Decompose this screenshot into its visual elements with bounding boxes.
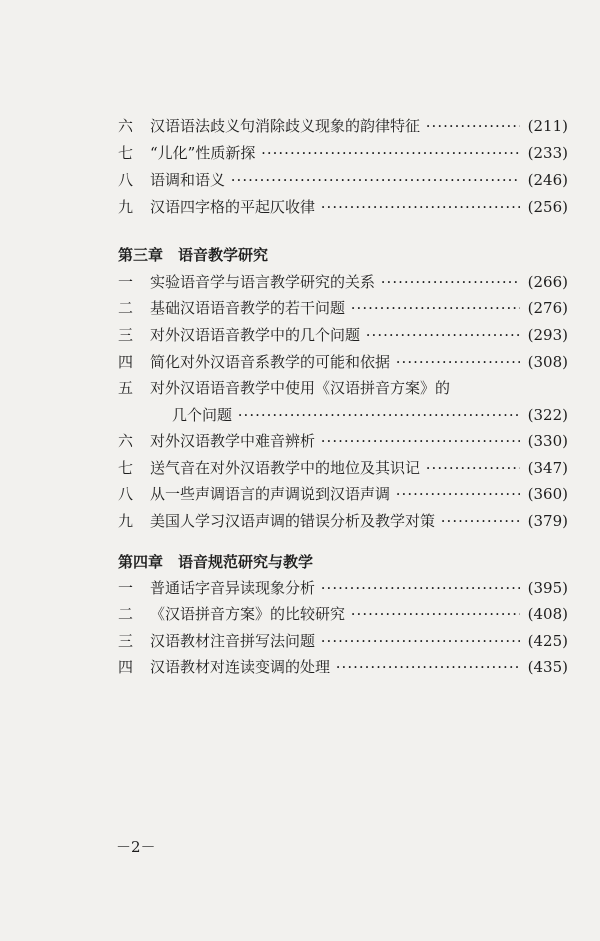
entry-number: 三 [118, 326, 134, 344]
toc-entry[interactable] [0, 456, 600, 480]
entry-title: 送气音在对外汉语教学中的地位及其识记 ····· [150, 456, 520, 480]
entry-page: (211) [527, 117, 568, 135]
toc-entry[interactable] [0, 576, 600, 600]
entry-title: 汉语语法歧义句消除歧义现象的韵律特征 ····· [150, 114, 520, 138]
toc-entry[interactable] [0, 655, 600, 679]
toc-entry[interactable] [0, 141, 600, 165]
entry-title: 简化对外汉语音系教学的可能和依据 ····· [150, 350, 520, 374]
toc-entry[interactable] [0, 270, 600, 294]
entry-number: 二 [118, 299, 134, 317]
entry-page: (379) [527, 512, 568, 530]
entry-page: (276) [527, 299, 568, 317]
toc-entry[interactable] [0, 629, 600, 653]
entry-number: 四 [118, 353, 134, 371]
entry-number: 九 [118, 198, 134, 216]
entry-number: 一 [118, 273, 134, 291]
entry-title: 汉语四字格的平起仄收律 ····· [150, 195, 520, 219]
entry-page: (425) [527, 632, 568, 650]
entry-number: 六 [118, 117, 134, 135]
entry-title: 美国人学习汉语声调的错误分析及教学对策 ····· [150, 509, 520, 533]
entry-page: (435) [527, 658, 568, 676]
toc-entry[interactable] [0, 323, 600, 347]
entry-title: 对外汉语语音教学中的几个问题 ····· [150, 323, 520, 347]
toc-entry[interactable] [0, 114, 600, 138]
entry-number: 七 [118, 144, 134, 162]
entry-number: 四 [118, 658, 134, 676]
page-number: －2－ [116, 838, 156, 856]
toc-entry[interactable] [0, 482, 600, 506]
entry-number: 八 [118, 485, 134, 503]
entry-page: (360) [527, 485, 568, 503]
toc-entry[interactable] [0, 296, 600, 320]
entry-page: (408) [527, 605, 568, 623]
entry-title: 基础汉语语音教学的若干问题 ····· [150, 296, 520, 320]
entry-page: (266) [527, 273, 568, 291]
entry-number: 三 [118, 632, 134, 650]
entry-number: 七 [118, 459, 134, 477]
entry-number: 一 [118, 579, 134, 597]
entry-title: 对外汉语语音教学中使用《汉语拼音方案》的 [150, 379, 451, 397]
entry-page: (322) [527, 406, 568, 424]
entry-title: 《汉语拼音方案》的比较研究 ····· [150, 602, 520, 626]
toc-entry[interactable] [0, 376, 600, 400]
entry-number: 六 [118, 432, 134, 450]
toc-entry[interactable] [0, 429, 600, 453]
toc-entry[interactable] [0, 350, 600, 374]
entry-title: 语调和语义 ····· [150, 168, 520, 192]
toc-entry[interactable] [0, 168, 600, 192]
entry-page: (293) [527, 326, 568, 344]
entry-page: (347) [527, 459, 568, 477]
entry-title: 汉语教材注音拼写法问题 ····· [150, 629, 520, 653]
entry-title: 汉语教材对连读变调的处理 ····· [150, 655, 520, 679]
entry-number: 五 [118, 379, 134, 397]
entry-title: 几个问题 ····· [172, 403, 520, 427]
entry-title: 对外汉语教学中难音辨析 ····· [150, 429, 520, 453]
entry-page: (256) [527, 198, 568, 216]
entry-number: 八 [118, 171, 134, 189]
toc-entry[interactable] [0, 509, 600, 533]
chapter-heading[interactable]: 第四章 语音规范研究与教学 [118, 553, 314, 571]
entry-page: (330) [527, 432, 568, 450]
entry-title: 从一些声调语言的声调说到汉语声调 ····· [150, 482, 520, 506]
entry-title: “儿化”性质新探 ····· [150, 141, 520, 165]
toc-entry[interactable] [0, 602, 600, 626]
entry-page: (233) [527, 144, 568, 162]
entry-page: (395) [527, 579, 568, 597]
chapter-heading[interactable]: 第三章 语音教学研究 [118, 246, 269, 264]
entry-number: 九 [118, 512, 134, 530]
entry-page: (246) [527, 171, 568, 189]
toc-entry[interactable] [0, 195, 600, 219]
entry-title: 实验语音学与语言教学研究的关系 ····· [150, 270, 520, 294]
toc-entry-continuation[interactable] [0, 403, 600, 427]
entry-number: 二 [118, 605, 134, 623]
entry-page: (308) [527, 353, 568, 371]
entry-title: 普通话字音异读现象分析 ····· [150, 576, 520, 600]
